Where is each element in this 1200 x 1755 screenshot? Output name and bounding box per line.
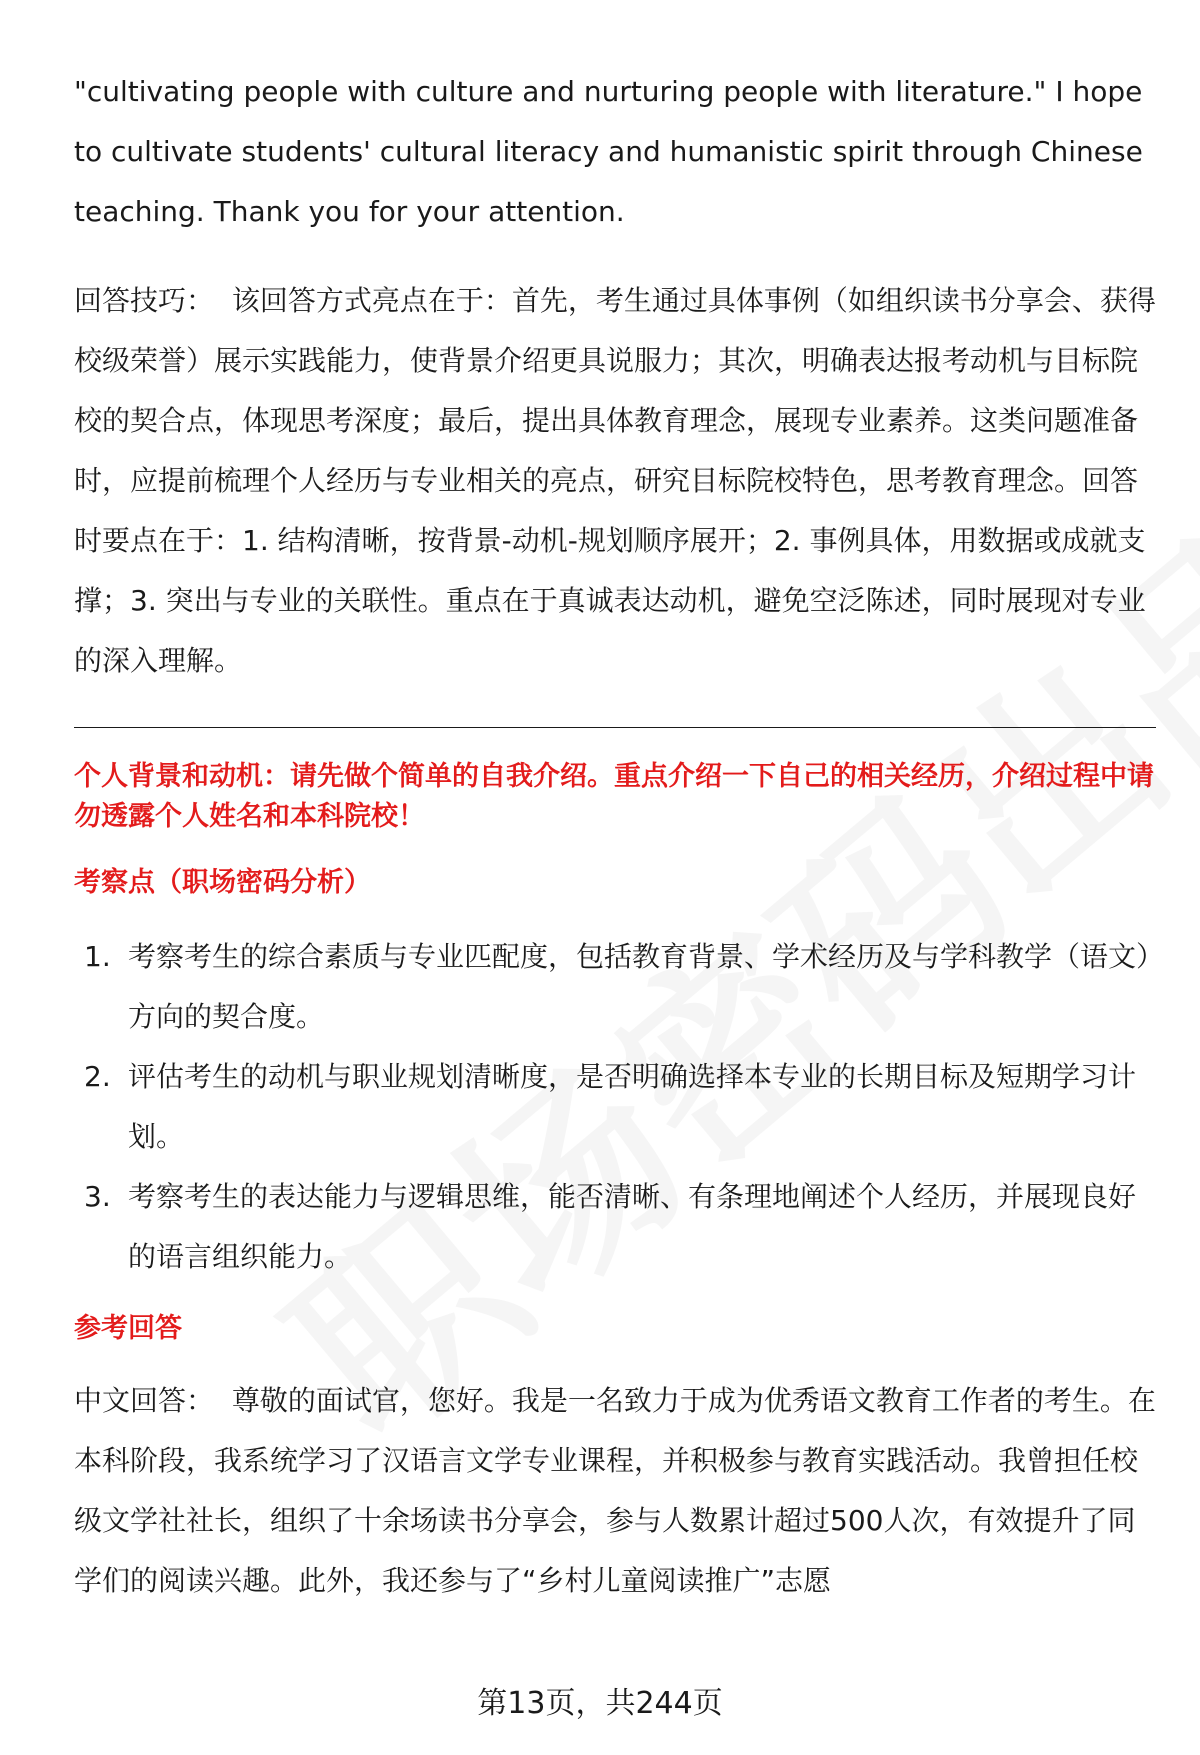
assessment-item-number: 1.	[84, 940, 111, 973]
assessment-item-text: 考察考生的表达能力与逻辑思维，能否清晰、有条理地阐述个人经历，并展现良好的语言组织能力。	[128, 1180, 1137, 1273]
assessment-list	[74, 927, 1156, 1287]
assessment-item	[74, 927, 1156, 1047]
reference-answer-text: 尊敬的面试官，您好。我是一名致力于成为优秀语文教育工作者的考生。在本科阶段，我系统学习了汉语言文学专业课程，并积极参与教育实践活动。我曾担任校级文学社社长，组织了十余场读书分享会，参与人数累计超过500人次，有效提升了同学们的阅读兴趣。此外，我还参与了“乡村儿童阅读推广”志愿	[74, 1384, 1156, 1597]
question-heading: 个人背景和动机：请先做个简单的自我介绍。重点介绍一下自己的相关经历，介绍过程中请勿透露个人姓名和本科院校！	[74, 761, 1154, 832]
assessment-item-text: 评估考生的动机与职业规划清晰度，是否明确选择本专业的长期目标及短期学习计划。	[128, 1060, 1137, 1153]
assessment-item-number: 3.	[84, 1180, 111, 1213]
page-number-footer: 第13页，共244页	[477, 1686, 723, 1721]
intro-english-paragraph: "cultivating people with culture and nurturing people with literature." I hope to cultivate students' cultural literacy and humanistic spirit through Chinese teaching. Thank you for your attention.	[74, 75, 1143, 228]
answer-tip-label: 回答技巧：	[74, 284, 215, 317]
answer-tip-paragraph	[74, 271, 1156, 691]
reference-answer-label: 中文回答：	[74, 1384, 215, 1417]
assessment-item	[74, 1167, 1156, 1287]
answer-tip-text: 该回答方式亮点在于：首先，考生通过具体事例（如组织读书分享会、获得校级荣誉）展示实践能力，使背景介绍更具说服力；其次，明确表达报考动机与目标院校的契合点，体现思考深度；最后，提出具体教育理念，展现专业素养。这类问题准备时，应提前梳理个人经历与专业相关的亮点，研究目标院校特色，思考教育理念。回答时要点在于：1. 结构清晰，按背景-动机-规划顺序展开；2. 事例具体，用数据或成就支撑；3. 突出与专业的关联性。重点在于真诚表达动机，避免空泛陈述，同时展现对专业的深入理解。	[74, 284, 1156, 677]
assessment-item	[74, 1047, 1156, 1167]
document-page	[74, 60, 1156, 1611]
assessment-heading: 考察点（职场密码分析）	[74, 867, 371, 898]
assessment-item-number: 2.	[84, 1060, 111, 1093]
section-divider	[74, 727, 1156, 728]
reference-answer-heading: 参考回答	[74, 1313, 182, 1344]
assessment-item-text: 考察考生的综合素质与专业匹配度，包括教育背景、学术经历及与学科教学（语文）方向的契合度。	[128, 940, 1151, 1033]
reference-answer-paragraph	[74, 1371, 1156, 1611]
